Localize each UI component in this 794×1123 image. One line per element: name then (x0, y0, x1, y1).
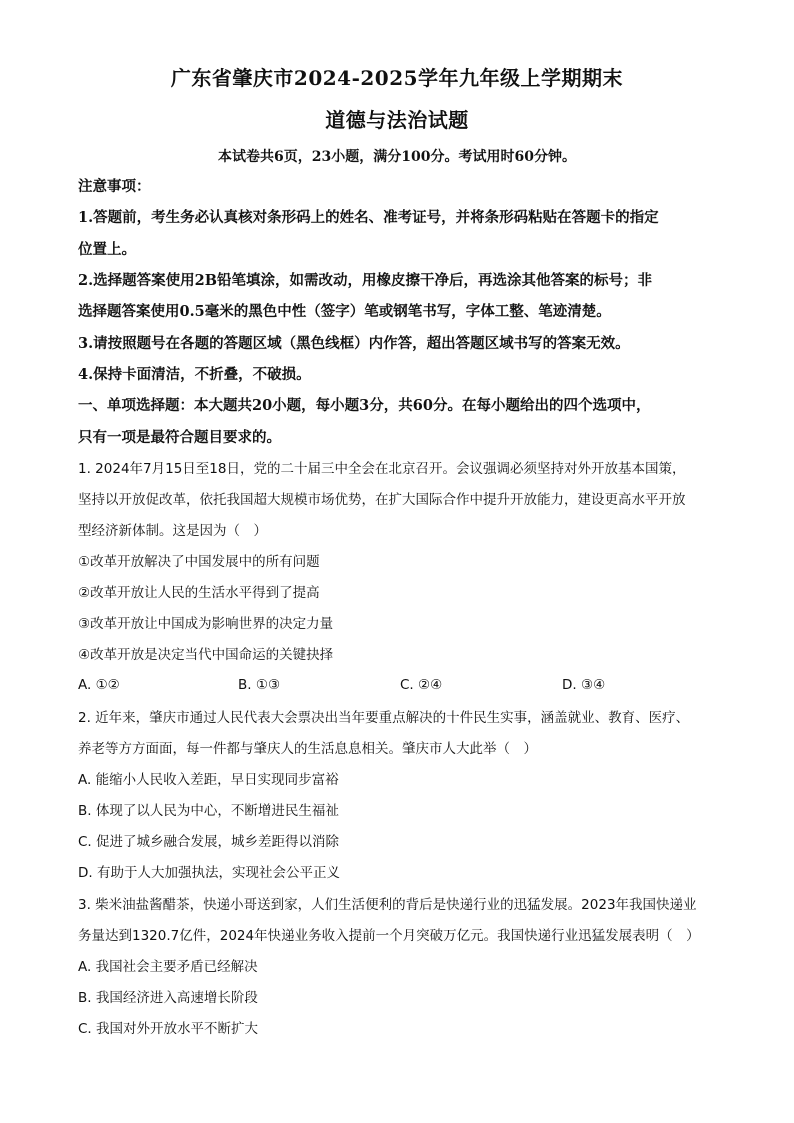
q1-option-d: D. ③④ (562, 677, 606, 693)
section-heading: 一、单项选择题：本大题共20小题，每小题3分，共60分。在每小题给出的四个选项中， (78, 397, 651, 414)
notice-item-1-cont: 位置上。 (78, 241, 136, 258)
q3-stem: 3. 柴米油盐酱醋茶，快递小哥送到家，人们生活便利的背后是快递行业的迅猛发展。2023年我国快递业 (78, 897, 697, 913)
q1-statement-1: ①改革开放解决了中国发展中的所有问题 (78, 554, 320, 570)
q1-option-b: B. ①③ (238, 677, 281, 693)
q2-option-a: A. 能缩小人民收入差距，早日实现同步富裕 (78, 772, 339, 788)
section-heading-cont: 只有一项是最符合题目要求的。 (78, 429, 281, 446)
exam-info: 本试卷共6页，23小题，满分100分。考试用时60分钟。 (218, 149, 576, 165)
q1-stem: 1. 2024年7月15日至18日，党的二十届三中全会在北京召开。会议强调必须坚持对外开放基本国策， (78, 461, 686, 477)
q1-statement-2: ②改革开放让人民的生活水平得到了提高 (78, 585, 320, 601)
exam-title: 广东省肇庆市2024-2025学年九年级上学期期末 (170, 66, 624, 90)
q2-option-c: C. 促进了城乡融合发展，城乡差距得以消除 (78, 834, 340, 850)
q1-stem-end: 型经济新体制。这是因为（ ） (78, 523, 267, 539)
notice-item-2: 2.选择题答案使用2B铅笔填涂，如需改动，用橡皮擦干净后，再选涂其他答案的标号；非 (78, 272, 652, 289)
q3-option-a: A. 我国社会主要矛盾已经解决 (78, 959, 258, 975)
q3-stem-cont: 务量达到1320.7亿件，2024年快递业务收入提前一个月突破万亿元。我国快递行业迅猛发展表明（ ） (78, 928, 700, 944)
q1-statement-3: ③改革开放让中国成为影响世界的决定力量 (78, 616, 334, 632)
q1-options (78, 677, 718, 697)
q1-option-c: C. ②④ (400, 677, 443, 693)
q1-option-a: A. ①② (78, 677, 120, 693)
q3-option-b: B. 我国经济进入高速增长阶段 (78, 990, 258, 1006)
notice-item-1: 1.答题前，考生务必认真核对条形码上的姓名、准考证号，并将条形码粘贴在答题卡的指定 (78, 209, 659, 226)
q3-option-c: C. 我国对外开放水平不断扩大 (78, 1021, 259, 1037)
notice-item-4: 4.保持卡面清洁，不折叠，不破损。 (78, 366, 311, 383)
q2-stem: 2. 近年来，肇庆市通过人民代表大会票决出当年要重点解决的十件民生实事，涵盖就业、教育、医疗、 (78, 710, 690, 726)
q1-stem-cont: 坚持以开放促改革，依托我国超大规模市场优势，在扩大国际合作中提升开放能力，建设更高水平开放 (78, 492, 686, 508)
notice-item-3: 3.请按照题号在各题的答题区域（黑色线框）内作答，超出答题区域书写的答案无效。 (78, 335, 630, 352)
notice-item-2-cont: 选择题答案使用0.5毫米的黑色中性（签字）笔或钢笔书写，字体工整、笔迹清楚。 (78, 303, 611, 320)
q2-option-b: B. 体现了以人民为中心，不断增进民生福祉 (78, 803, 339, 819)
exam-subject-title: 道德与法治试题 (325, 108, 469, 132)
notice-heading: 注意事项： (78, 178, 151, 195)
q1-statement-4: ④改革开放是决定当代中国命运的关键抉择 (78, 647, 334, 663)
q2-option-d: D. 有助于人大加强执法，实现社会公平正义 (78, 865, 340, 881)
q2-stem-cont: 养老等方方面面，每一件都与肇庆人的生活息息相关。肇庆市人大此举（ ） (78, 741, 537, 757)
